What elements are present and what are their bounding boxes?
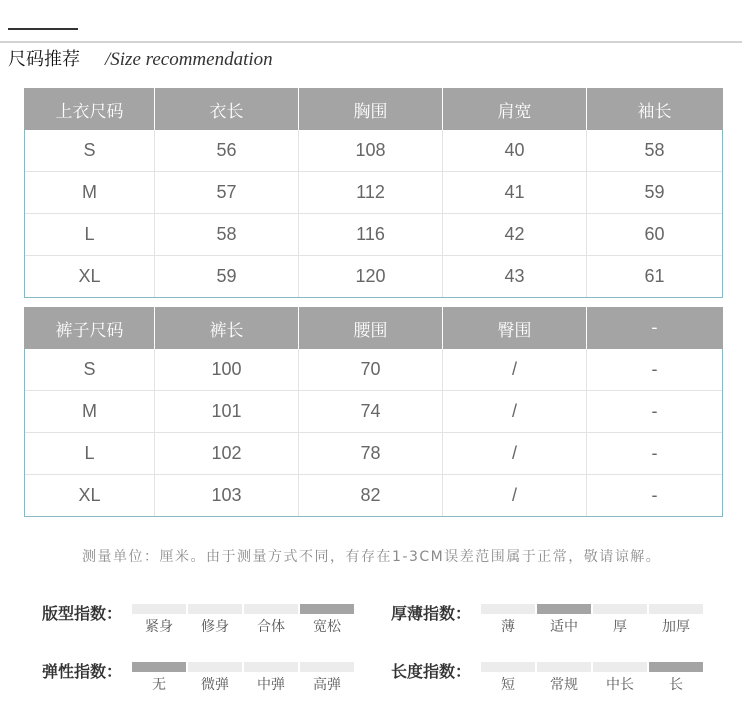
fit-indicator: [42, 600, 362, 640]
value-cell: /: [443, 391, 586, 432]
title-accent-line: [8, 28, 78, 30]
value-cell: 82: [299, 475, 442, 516]
value-cell: -: [587, 475, 722, 516]
value-cell: -: [587, 349, 722, 390]
fit-level-segment: [188, 604, 242, 614]
size-cell: M: [25, 391, 154, 432]
fit-level-segment: [132, 604, 186, 614]
fit-option-label: 宽松: [313, 619, 341, 635]
value-cell: 60: [587, 214, 722, 255]
value-cell: 101: [155, 391, 298, 432]
thickness-level-segment: [537, 604, 591, 614]
elasticity-option-label: 无: [152, 677, 166, 693]
length-level-segment: [537, 662, 591, 672]
header-cell: 肩宽: [443, 88, 586, 130]
value-cell: 103: [155, 475, 298, 516]
thickness-option-label: 加厚: [662, 619, 690, 635]
header-divider: [0, 41, 742, 43]
fit-level-segment: [244, 604, 298, 614]
value-cell: 108: [299, 130, 442, 171]
value-cell: 58: [587, 130, 722, 171]
thickness-level-segment: [649, 604, 703, 614]
size-cell: S: [25, 130, 154, 171]
length-option-label: 中长: [606, 677, 634, 693]
value-cell: /: [443, 349, 586, 390]
size-cell: L: [25, 214, 154, 255]
fit-option-label: 紧身: [145, 619, 173, 635]
thickness-level-segment: [593, 604, 647, 614]
size-cell: L: [25, 433, 154, 474]
value-cell: 102: [155, 433, 298, 474]
fit-option-label: 修身: [201, 619, 229, 635]
value-cell: 70: [299, 349, 442, 390]
header-cell: 胸围: [299, 88, 442, 130]
value-cell: 120: [299, 256, 442, 297]
value-cell: /: [443, 475, 586, 516]
table-body: [24, 130, 723, 298]
table-row: [25, 391, 722, 432]
elasticity-option-label: 微弹: [201, 677, 229, 693]
header-cell: 臀围: [443, 307, 586, 349]
value-cell: 116: [299, 214, 442, 255]
thickness-level-segment: [481, 604, 535, 614]
fit-level-segment: [300, 604, 354, 614]
length-level-segment: [649, 662, 703, 672]
page-title: 尺码推荐: [8, 49, 80, 70]
table-row: [25, 256, 722, 297]
table-row: [25, 172, 722, 213]
elasticity-level-segment: [300, 662, 354, 672]
value-cell: 78: [299, 433, 442, 474]
fit-option-label: 合体: [257, 619, 285, 635]
fit-indicator-label: 版型指数：: [42, 604, 123, 623]
length-option-label: 长: [669, 677, 683, 693]
elasticity-indicator-label: 弹性指数：: [42, 662, 123, 681]
value-cell: 58: [155, 214, 298, 255]
header-cell: 腰围: [299, 307, 442, 349]
thickness-indicator-label: 厚薄指数：: [391, 604, 472, 623]
value-cell: /: [443, 433, 586, 474]
value-cell: 74: [299, 391, 442, 432]
table-row: [25, 475, 722, 516]
size-cell: XL: [25, 256, 154, 297]
measurement-note: 测量单位：厘米。由于测量方式不同，有存在1-3CM误差范围属于正常，敬请谅解。: [82, 549, 662, 565]
length-indicator-label: 长度指数：: [391, 662, 472, 681]
length-level-segment: [481, 662, 535, 672]
size-cell: M: [25, 172, 154, 213]
size-cell: S: [25, 349, 154, 390]
value-cell: -: [587, 391, 722, 432]
value-cell: 43: [443, 256, 586, 297]
length-level-segment: [593, 662, 647, 672]
header-cell: 裤长: [155, 307, 298, 349]
thickness-option-label: 适中: [550, 619, 578, 635]
elasticity-level-segment: [244, 662, 298, 672]
elasticity-level-segment: [132, 662, 186, 672]
elasticity-indicator: [42, 658, 362, 698]
value-cell: 41: [443, 172, 586, 213]
thickness-option-label: 薄: [501, 619, 515, 635]
header-cell: 上衣尺码: [25, 88, 154, 130]
value-cell: 40: [443, 130, 586, 171]
top-size-table: [24, 88, 723, 298]
elasticity-level-segment: [188, 662, 242, 672]
table-row: [25, 130, 722, 171]
value-cell: 42: [443, 214, 586, 255]
value-cell: 59: [155, 256, 298, 297]
length-option-label: 短: [501, 677, 515, 693]
value-cell: 59: [587, 172, 722, 213]
header-cell: 袖长: [587, 88, 722, 130]
value-cell: 61: [587, 256, 722, 297]
value-cell: -: [587, 433, 722, 474]
table-row: [25, 433, 722, 474]
bottom-size-table: [24, 307, 723, 517]
elasticity-option-label: 高弹: [313, 677, 341, 693]
value-cell: 100: [155, 349, 298, 390]
table-header-row: [24, 88, 723, 130]
table-header-row: [24, 307, 723, 349]
thickness-option-label: 厚: [613, 619, 627, 635]
header-cell: -: [587, 307, 722, 349]
elasticity-option-label: 中弹: [257, 677, 285, 693]
table-row: [25, 214, 722, 255]
value-cell: 56: [155, 130, 298, 171]
thickness-indicator: [391, 600, 711, 640]
length-option-label: 常规: [550, 677, 578, 693]
size-cell: XL: [25, 475, 154, 516]
length-indicator: [391, 658, 711, 698]
value-cell: 57: [155, 172, 298, 213]
value-cell: 112: [299, 172, 442, 213]
header-cell: 衣长: [155, 88, 298, 130]
table-row: [25, 349, 722, 390]
table-body: [24, 349, 723, 517]
page-subtitle: /Size recommendation: [105, 49, 273, 70]
header-cell: 裤子尺码: [25, 307, 154, 349]
